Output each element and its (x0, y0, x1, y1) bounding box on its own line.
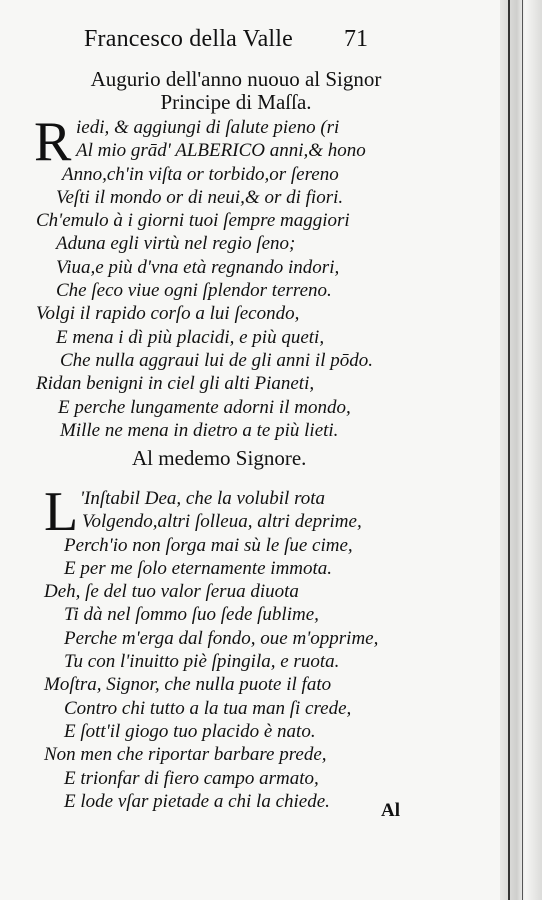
running-head: Francesco della Valle (84, 26, 294, 52)
page-number: 71 (344, 26, 368, 52)
verse-line: Tu con l'inuitto piè ſpingila, e ruota. (64, 651, 340, 673)
verse-line: Perche m'erga dal fondo, oue m'opprime, (64, 627, 379, 649)
verse-line: Viua,e più d'vna età regnando indori, (56, 256, 340, 278)
verse-line: Volgendo,altri ſolleua, altri deprime, (82, 511, 362, 533)
verse-line: Moſtra, Signor, che nulla puote il fato (44, 674, 332, 696)
verse-line: Anno,ch'in viſta or torbido,or ſereno (62, 163, 339, 185)
verse-line: Non men che riportar barbare prede, (44, 744, 327, 766)
verse-line: Ti dà nel ſommo ſuo ſede ſublime, (64, 604, 319, 626)
verse-line: Ch'emulo à i giorni tuoi ſempre maggiori (36, 210, 350, 232)
catchword: Al (381, 800, 400, 821)
verse-line: Che ſeco viue ogni ſplendor terreno. (56, 280, 332, 302)
poem2-title: Al medemo Signore. (132, 446, 307, 470)
verse-line: Volgi il rapido corſo a lui ſecondo, (36, 303, 300, 325)
verse-line: E perche lungamente adorni il mondo, (58, 396, 351, 418)
poem1-verse (0, 111, 373, 442)
verse-line: E mena i dì più placidi, e più queti, (56, 326, 325, 348)
verse-line: 'Inſtabil Dea, che la volubil rota (80, 488, 326, 509)
verse-line: Veſti il mondo or di neui,& or di fiori. (56, 186, 344, 208)
verse-line: Ridan benigni in ciel gli alti Pianeti, (36, 373, 315, 395)
verse-line: E per me ſolo eternamente immota. (64, 557, 333, 579)
verse-line: Contro chi tutto a la tua man ſi crede, (64, 697, 352, 719)
poem2-verse (0, 481, 379, 813)
poem1-title (56, 68, 416, 114)
poem1-title-line1: Augurio dell'anno nuouo al Signor (90, 67, 382, 91)
poem1-title-line2: Principe di Maſſa. (160, 90, 312, 114)
book-edge (500, 0, 542, 900)
verse-line: Perch'io non ſorga mai sù le ſue cime, (64, 534, 353, 556)
verse-line: iedi, & aggiungi di ſalute pieno (ri (76, 117, 340, 138)
verse-line: Deh, ſe del tuo valor ſerua diuota (44, 581, 299, 603)
verse-line: Al mio grād' ALBERICO anni,& hono (76, 140, 366, 162)
poem2-drop-cap: L (44, 481, 79, 543)
verse-line: E trionfar di fiero campo armato, (64, 767, 319, 789)
verse-line: E ſott'il giogo tuo placido è nato. (64, 720, 316, 742)
verse-line: Aduna egli virtù nel regio ſeno; (56, 233, 296, 255)
poem1-drop-cap: R (34, 111, 72, 173)
verse-line: E lode vſar pietade a chi la chiede. (64, 790, 330, 812)
verse-line: Mille ne mena in dietro a te più lieti. (60, 419, 339, 441)
verse-line: Che nulla aggraui lui de gli anni il pōdo. (60, 349, 373, 371)
